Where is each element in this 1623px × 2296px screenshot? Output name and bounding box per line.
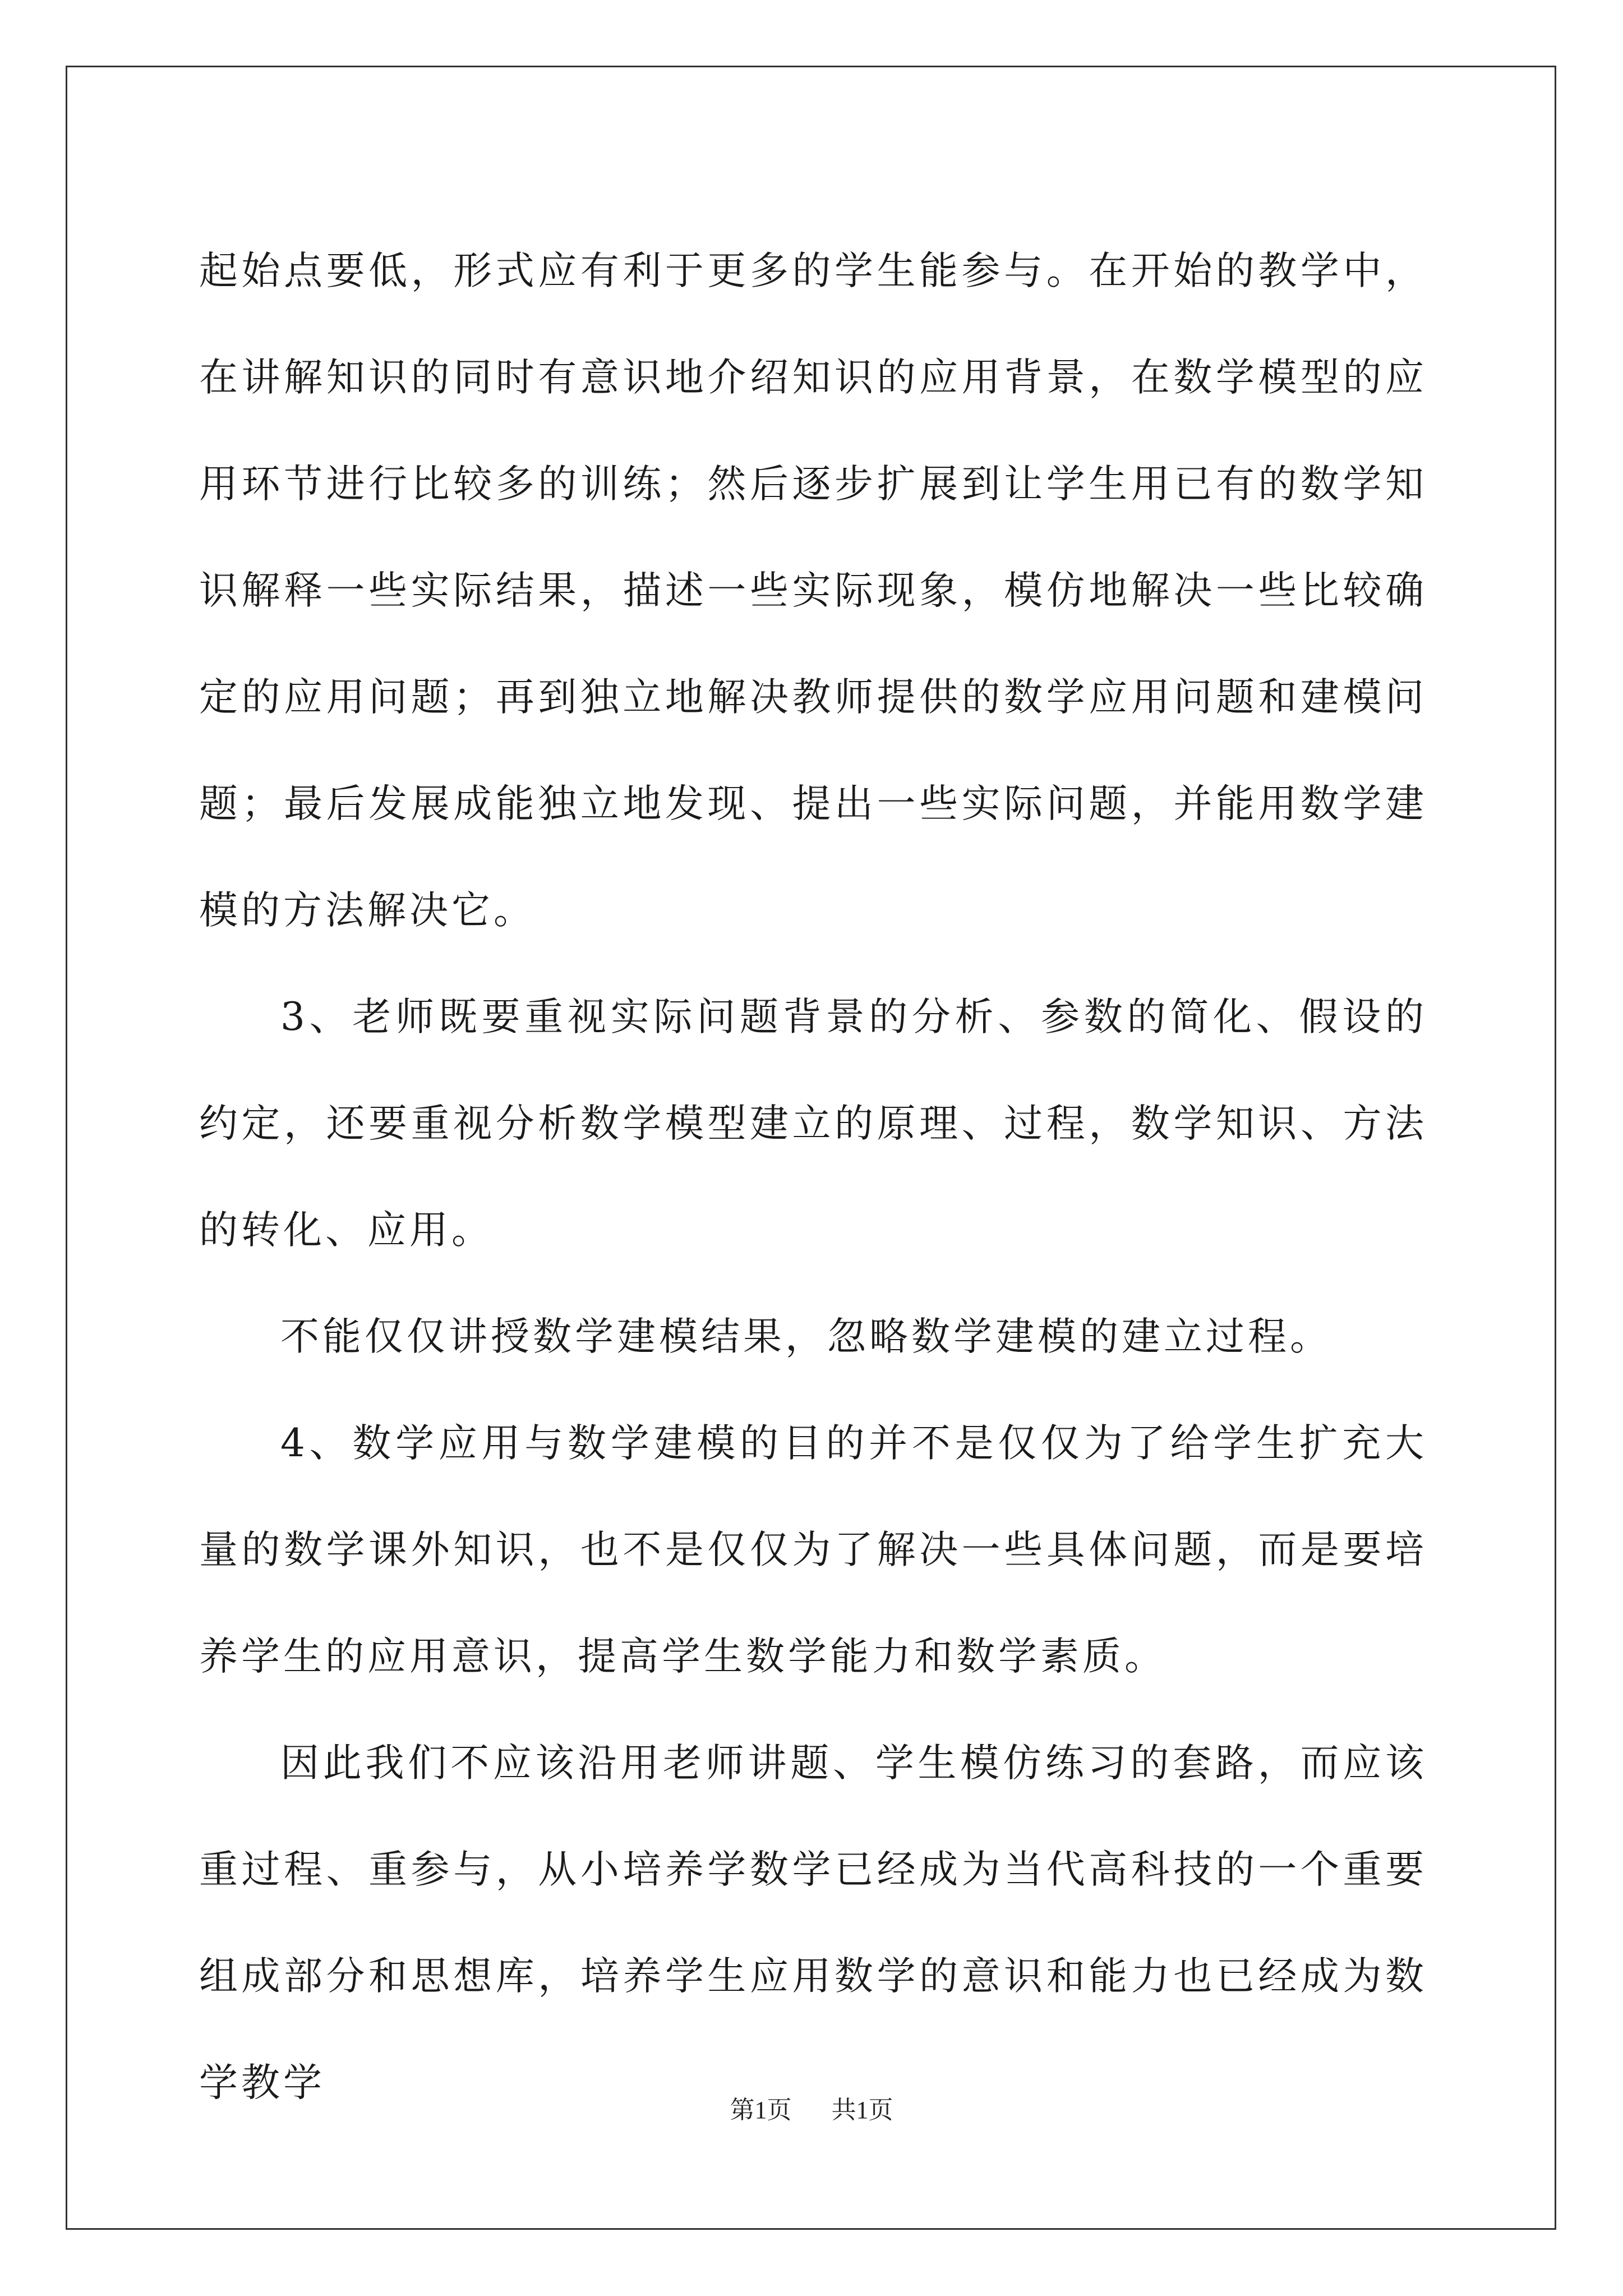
document-body (199, 218, 1427, 2136)
paragraph-2: 3、老师既要重视实际问题背景的分析、参数的简化、假设的约定，还要重视分析数学模型建立的原理、过程，数学知识、方法的转化、应用。 (199, 995, 1427, 1253)
page-footer (0, 2090, 1623, 2125)
paragraph-4: 4、数学应用与数学建模的目的并不是仅仅为了给学生扩充大量的数学课外知识，也不是仅仅为了解决一些具体问题，而是要培养学生的应用意识，提高学生数学能力和数学素质。 (199, 1421, 1427, 1679)
page-total: 共1页 (831, 2096, 893, 2124)
paragraph-5: 因此我们不应该沿用老师讲题、学生模仿练习的套路，而应该重过程、重参与，从小培养学数学已经成为当代高科技的一个重要组成部分和思想库，培养学生应用数学的意识和能力也已经成为数学教学 (199, 1741, 1427, 2105)
paragraph-1: 起始点要低，形式应有利于更多的学生能参与。在开始的教学中，在讲解知识的同时有意识地介绍知识的应用背景，在数学模型的应用环节进行比较多的训练；然后逐步扩展到让学生用已有的数学知识解释一些实际结果，描述一些实际现象，模仿地解决一些比较确定的应用问题；再到独立地解决教师提供的数学应用问题和建模问题；最后发展成能独立地发现、提出一些实际问题，并能用数学建模的方法解决它。 (199, 249, 1427, 933)
paragraph-3: 不能仅仅讲授数学建模结果，忽略数学建模的建立过程。 (280, 1314, 1332, 1359)
page-number: 第1页 (730, 2096, 792, 2124)
